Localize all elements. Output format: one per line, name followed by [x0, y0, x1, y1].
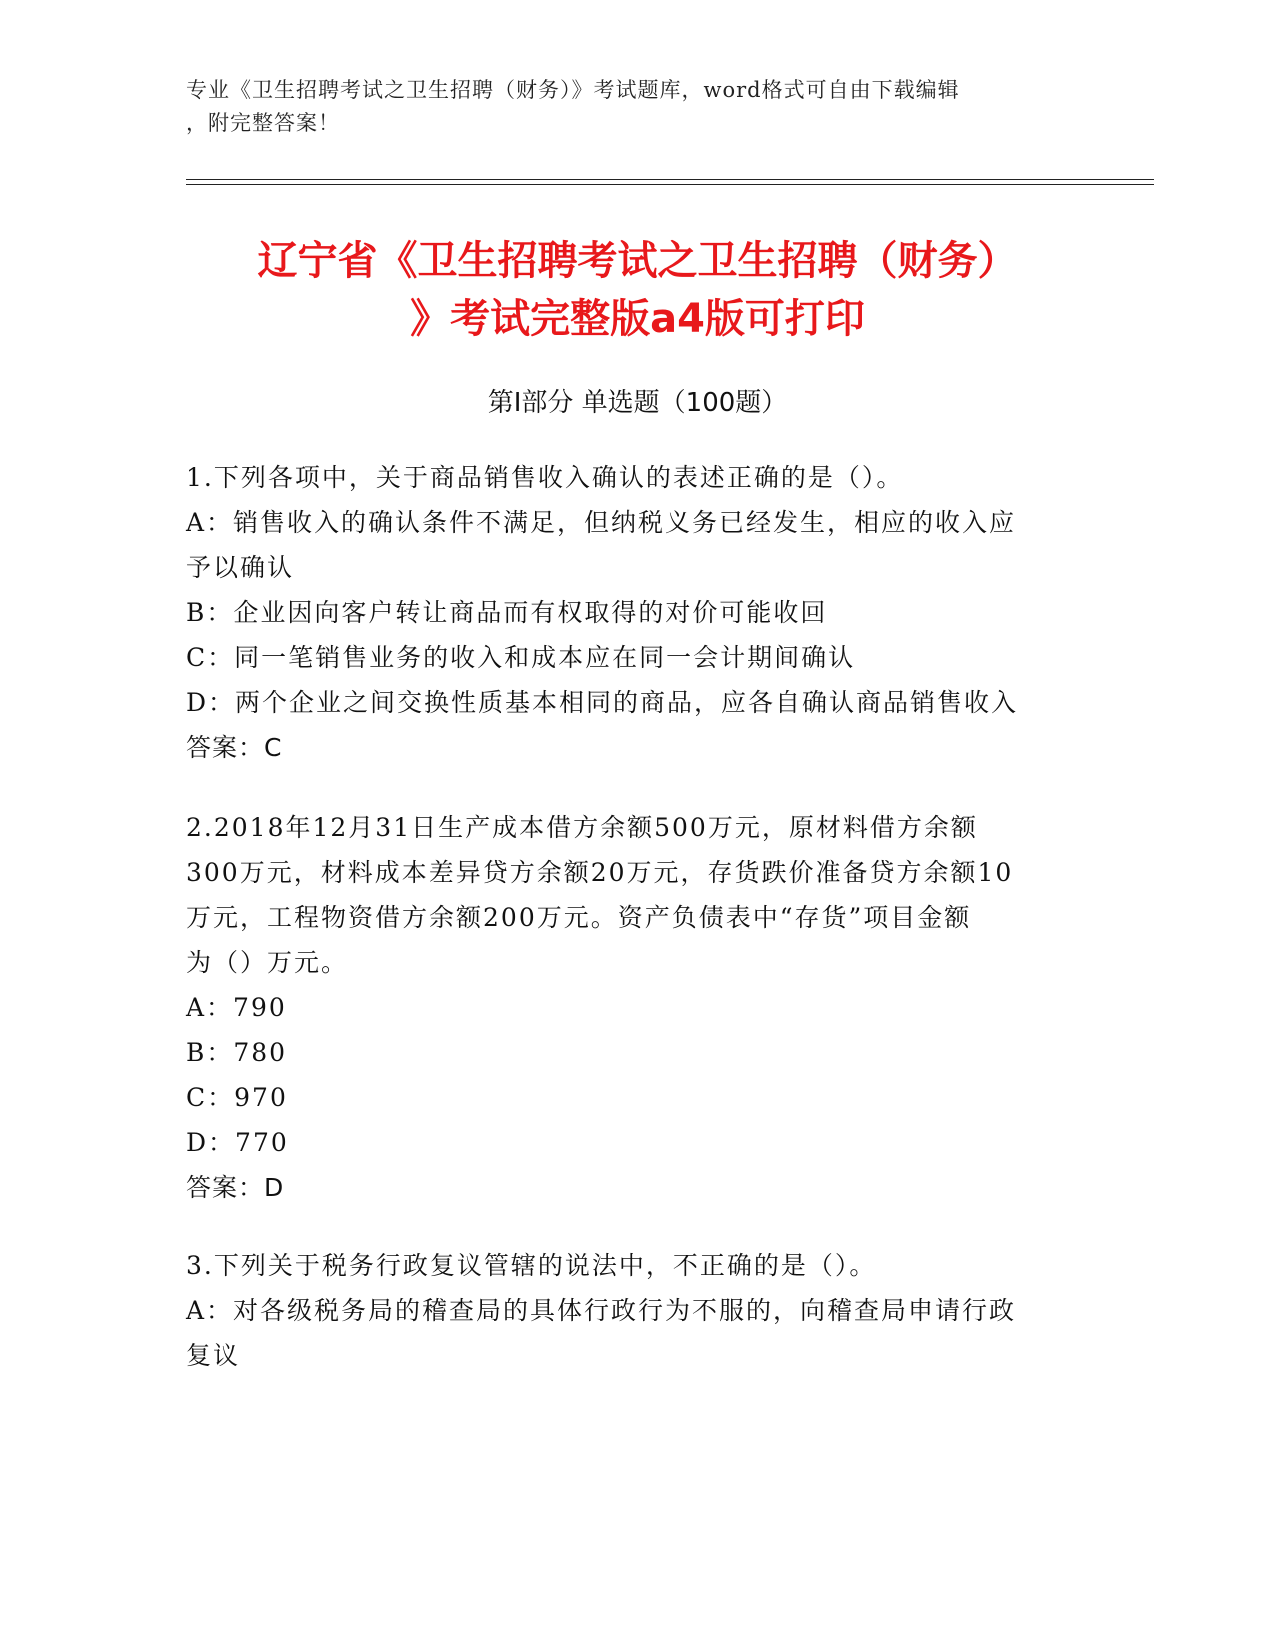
option-d: D：770: [186, 1128, 289, 1157]
question-stem-continued: 300万元，材料成本差异贷方余额20万元，存货跌价准备贷方余额10: [186, 858, 1014, 887]
option-c: C：同一笔销售业务的收入和成本应在同一会计期间确认: [186, 643, 856, 672]
option-c: C：970: [186, 1083, 288, 1112]
question-block: [186, 455, 1086, 770]
option-d: D：两个企业之间交换性质基本相同的商品，应各自确认商品销售收入: [186, 688, 1019, 717]
question-stem: 1.下列各项中，关于商品销售收入确认的表述正确的是（）。: [186, 463, 904, 492]
header-divider-bottom: [186, 184, 1154, 185]
option-b: B：企业因向客户转让商品而有权取得的对价可能收回: [186, 598, 828, 627]
option-a-continued: 予以确认: [186, 553, 295, 582]
answer-line: 答案：C: [186, 733, 283, 762]
option-a: A：790: [186, 993, 287, 1022]
question-stem-continued: 为（）万元。: [186, 948, 349, 977]
question-block: [186, 1243, 1086, 1378]
header-note-line: 专业《卫生招聘考试之卫生招聘（财务）》考试题库，word格式可自由下载编辑: [186, 78, 960, 102]
question-stem: 2.2018年12月31日生产成本借方余额500万元，原材料借方余额: [186, 813, 978, 842]
question-stem: 3.下列关于税务行政复议管辖的说法中，不正确的是（）。: [186, 1251, 877, 1280]
section-heading: 第Ⅰ部分 单选题（100题）: [487, 388, 788, 418]
option-a-continued: 复议: [186, 1341, 241, 1370]
header-divider-top: [186, 179, 1154, 180]
document-title: [150, 232, 1125, 348]
option-b: B：780: [186, 1038, 288, 1067]
title-line: 辽宁省《卫生招聘考试之卫生招聘（财务）: [257, 238, 1018, 284]
option-a: A：对各级税务局的稽查局的具体行政行为不服的，向稽查局申请行政: [186, 1296, 1017, 1325]
title-line: 》考试完整版a4版可打印: [410, 296, 865, 342]
header-note: [186, 74, 1086, 140]
question-block: [186, 805, 1086, 1210]
option-a: A：销售收入的确认条件不满足，但纳税义务已经发生，相应的收入应: [186, 508, 1017, 537]
question-stem-continued: 万元，工程物资借方余额200万元。资产负债表中“存货”项目金额: [186, 903, 972, 932]
answer-line: 答案：D: [186, 1173, 285, 1202]
header-note-line: ，附完整答案！: [186, 111, 340, 135]
